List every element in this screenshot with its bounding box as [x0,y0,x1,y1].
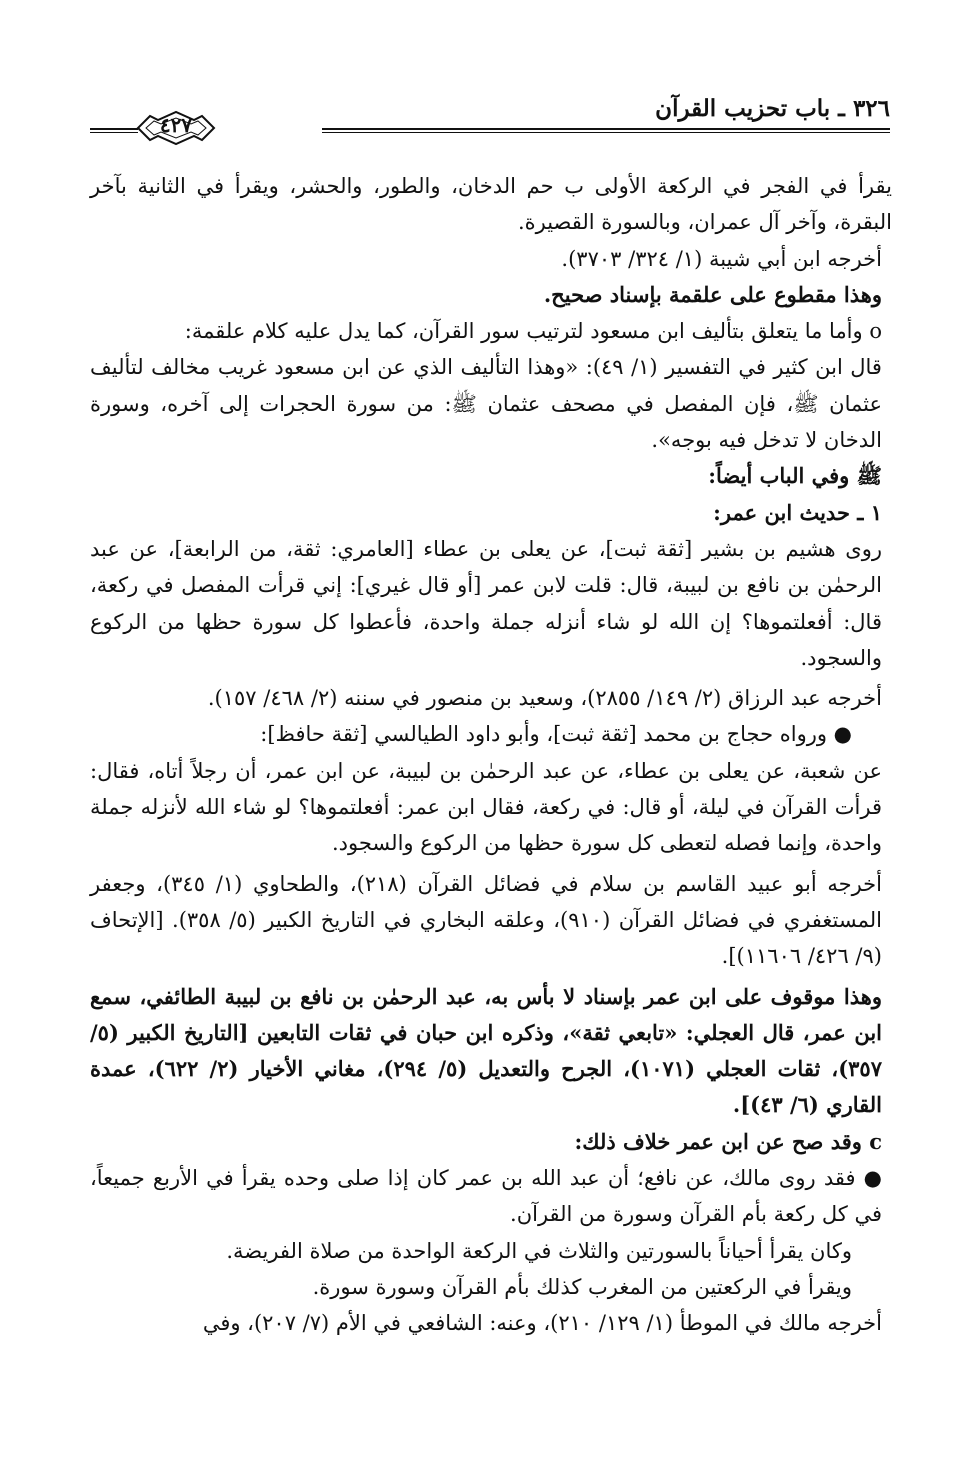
hadith-heading: ١ ـ حديث ابن عمر: [713,499,882,525]
narration: ● فقد روى مالك، عن نافع؛ أن عبد الله بن عمر كان إذا صلى وحده يقرأ في الأربع جميعاً، في كل ركعة بأم القرآن وسورة من القرآن. [90,1166,882,1227]
citation: أخرجه أبو عبيد القاسم بن سلام في فضائل القرآن (٢١٨)، والطحاوي (١/ ٣٤٥)، وجعفر المستغفري في فضائل القرآن (٩١٠)، وعلقه البخاري في التاريخ الكبير (٥/ ٣٥٨). [الإتحاف (٩/ ٤٢٦/ ١١٦٠٦)]. [90,871,882,969]
quote-paragraph: قال ابن كثير في التفسير (١/ ٤٩): «وهذا التأليف الذي عن ابن مسعود غريب مخالف لتأليف عثمان ﷺ، فإن المفصل في مصحف عثمان ﷺ: من سورة الحجرات إلى آخره، وسورة الدخان لا تدخل فيه بوجه». [90,355,882,453]
paragraph: يقرأ في الفجر في الركعة الأولى ب حم الدخان، والطور، والحشر، ويقرأ في الثانية بآخر البقرة، وآخر آل عمران، وبالسورة القصيرة. [90,174,892,235]
narration-continued: ويقرأ في الركعتين من المغرب كذلك بأم القرآن وسورة سورة. [312,1274,852,1299]
page-header [90,95,890,155]
narration-continued: وكان يقرأ أحياناً بالسورتين والثلاث في الركعة الواحدة من صلاة الفريضة. [226,1238,852,1263]
ruling-paragraph: وهذا موقوف على ابن عمر بإسناد لا بأس به، عبد الرحمٰن بن نافع بن لبيبة الطائفي، سمع ابن عمر، قال العجلي: «تابعي ثقة»، وذكره ابن حبان في ثقات التابعين [التاريخ الكبير (٥/ ٣٥٧)، ثقات العجلي (١٠٧١)، الجرح والتعديل (٥/ ٢٩٤)، مغاني الأخيار (٢/ ٦٢٢)، عمدة القاري (٦/ ٤٣)]. [90,983,882,1118]
header-rule-left [90,128,138,130]
ruling: وهذا مقطوع على علقمة بإسناد صحيح. [543,281,882,307]
running-title: ٣٢٦ ـ باب تحزيب القرآن [655,95,890,122]
hadith-text: روى هشيم بن بشير [ثقة ثبت]، عن يعلى بن عطاء [العامري: ثقة، من الرابعة]، عن عبد الرحمٰن بن نافع بن لبيبة، قال: قلت لابن عمر [أو قال غيري]: إني قرأت المفصل في ركعة، قال: أفعلتموها؟ إن الله لو شاء أنزله جملة واحدة، فأعطوا كل سورة حظها من الركوع والسجود. [90,536,882,670]
page-number: ٤٢٧ [159,113,193,137]
page-body [90,168,892,1342]
citation: أخرجه ابن أبي شيبة (١/ ٣٢٤/ ٣٧٠٣). [561,246,882,271]
section-heading: ﷺ وفي الباب أيضاً: [708,463,882,489]
hadith-text: عن شعبة، عن يعلى بن عطاء، عن عبد الرحمٰن بن لبيبة، عن ابن عمر، أن رجلاً أتاه، فقال: قرأت القرآن في ليلة، أو قال: في ركعة، فقال ابن عمر: أفعلتموها؟ لو شاء الله لأنزله جملة واحدة، وإنما فصله لتعطى كل سورة حظها من الركوع والسجود. [90,758,882,856]
section-heading: c وقد صح عن ابن عمر خلاف ذلك: [574,1128,882,1154]
paragraph: o وأما ما يتعلق بتأليف ابن مسعود لترتيب سور القرآن، كما يدل عليه كلام علقمة: [184,319,882,344]
header-rule [322,128,890,130]
citation: أخرجه عبد الرزاق (٢/ ١٤٩/ ٢٨٥٥)، وسعيد بن منصور في سننه (٢/ ٤٦٨/ ١٥٧). [207,686,882,711]
chain-narration: ● ورواه حجاج بن محمد [ثقة ثبت]، وأبو داود الطيالسي [ثقة حافظ]: [260,722,852,747]
header-rule-left-thin [90,132,138,133]
header-rule-thin [322,132,890,133]
citation: أخرجه مالك في الموطأ (١/ ١٢٩/ ٢١٠)، وعنه: الشافعي في الأم (٧/ ٢٠٧)، وفي [202,1311,882,1336]
